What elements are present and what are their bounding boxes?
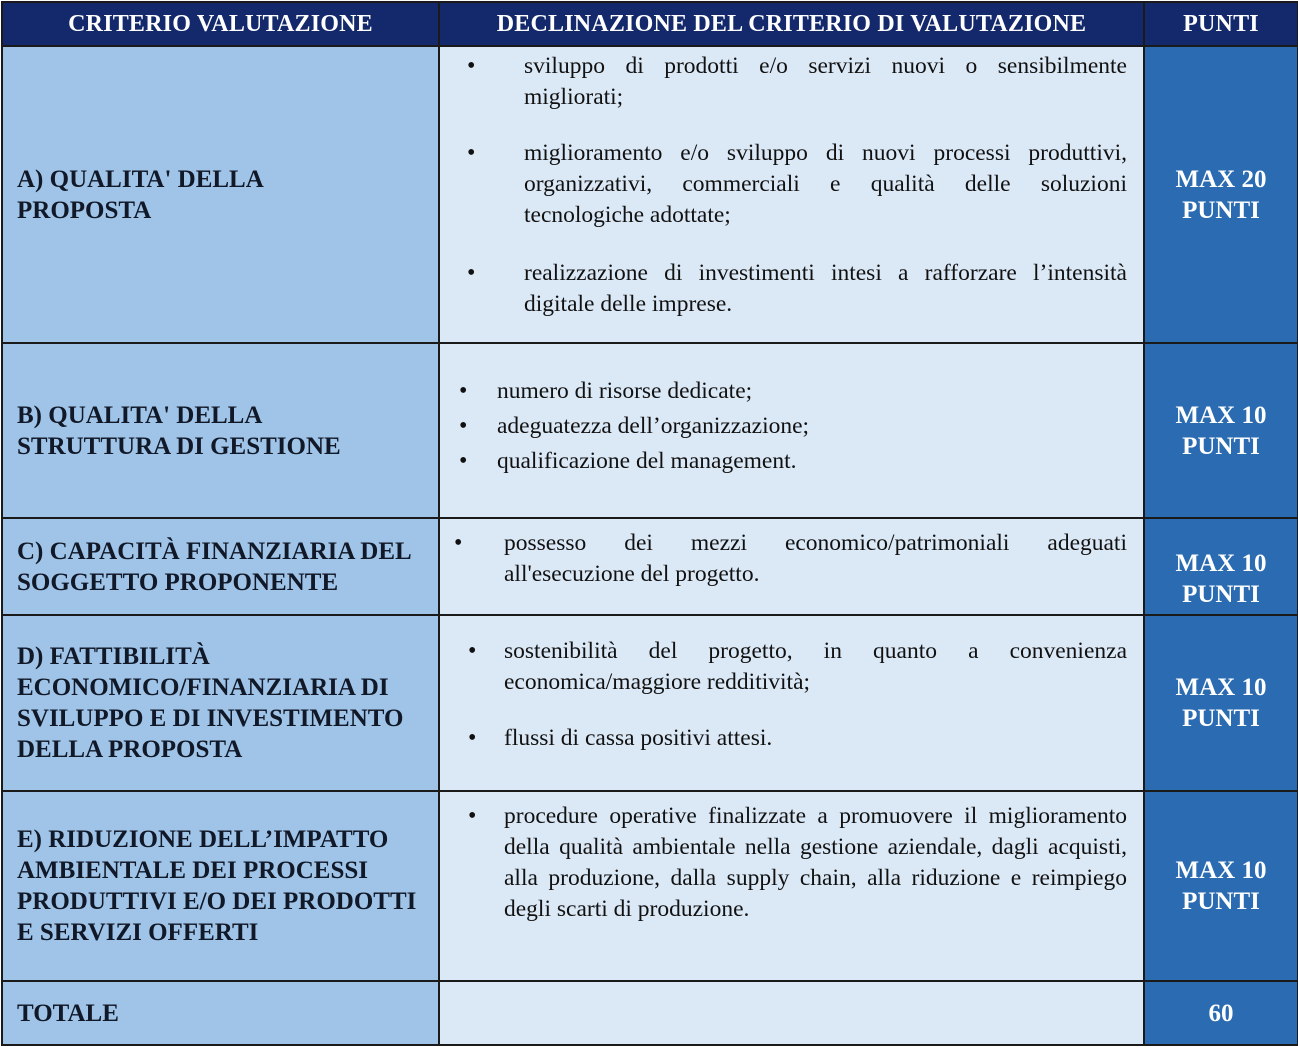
list-item [440, 374, 1127, 409]
declinazione-cell [439, 46, 1144, 343]
bullet-list [440, 616, 1127, 754]
table-row-d [2, 615, 1298, 791]
table-row-totale [2, 981, 1298, 1045]
criterio-cell: A) QUALITA' DELLA PROPOSTA [2, 46, 439, 343]
table-row-c [2, 518, 1298, 615]
bullet-list [440, 47, 1127, 320]
bullet-list [440, 519, 1127, 590]
list-item-text: possesso dei mezzi economico/patrimoniali adeguati all'esecuzione del progetto. [504, 530, 1127, 587]
list-item [440, 138, 1127, 231]
list-item-text: adeguatezza dell’organizzazione; [497, 413, 810, 439]
bullet-icon: • [468, 803, 477, 829]
table-row-a [2, 46, 1298, 343]
list-item-text: numero di risorse dedicate; [497, 378, 753, 404]
list-item [440, 258, 1127, 320]
punti-cell: MAX 10 PUNTI [1144, 343, 1298, 518]
list-item [440, 528, 1127, 590]
totale-label: TOTALE [2, 981, 439, 1045]
list-item [440, 801, 1127, 925]
list-item-text: realizzazione di investimenti intesi a rafforzare l’intensità digitale delle imprese. [524, 260, 1127, 317]
punti-cell: MAX 20 PUNTI [1144, 46, 1298, 343]
bullet-icon: • [467, 260, 476, 286]
list-item [440, 444, 1127, 479]
list-item-text: sostenibilità del progetto, in quanto a convenienza economica/maggiore redditività; [504, 638, 1127, 695]
bullet-icon: • [467, 140, 476, 166]
bullet-icon: • [459, 413, 468, 439]
list-item-text: qualificazione del management. [497, 448, 797, 474]
list-item-text: procedure operative finalizzate a promuovere il miglioramento della qualità ambientale nella gestione aziendale, dagli acquisti, alla produzione, dalla supply chain, alla riduzione e reimpiego degli scarti di produzione. [504, 803, 1127, 922]
table-row-e [2, 791, 1298, 981]
totale-declinazione [439, 981, 1144, 1045]
declinazione-cell [439, 343, 1144, 518]
bullet-list [440, 374, 1127, 487]
table-row-b [2, 343, 1298, 518]
punti-cell: MAX 10 PUNTI [1144, 615, 1298, 791]
criterio-cell: D) FATTIBILITÀ ECONOMICO/FINANZIARIA DI SVILUPPO E DI INVESTIMENTO DELLA PROPOSTA [2, 615, 439, 791]
declinazione-cell [439, 518, 1144, 615]
totale-punti: 60 [1144, 981, 1298, 1045]
bullet-icon: • [459, 448, 468, 474]
punti-cell: MAX 10 PUNTI [1144, 791, 1298, 981]
header-declinazione: DECLINAZIONE DEL CRITERIO DI VALUTAZIONE [439, 2, 1144, 46]
criterio-cell: C) CAPACITÀ FINANZIARIA DEL SOGGETTO PROPONENTE [2, 518, 439, 615]
list-item [440, 409, 1127, 444]
criterio-cell: E) RIDUZIONE DELL’IMPATTO AMBIENTALE DEI PROCESSI PRODUTTIVI E/O DEI PRODOTTI E SERVIZI OFFERTI [2, 791, 439, 981]
list-item [440, 636, 1127, 698]
bullet-list [440, 792, 1127, 925]
header-punti: PUNTI [1144, 2, 1298, 46]
list-item [440, 723, 1127, 754]
list-item [440, 51, 1127, 113]
list-item-text: flussi di cassa positivi attesi. [504, 725, 773, 751]
list-item-text: sviluppo di prodotti e/o servizi nuovi o sensibilmente migliorati; [524, 53, 1127, 110]
declinazione-cell [439, 791, 1144, 981]
bullet-icon: • [468, 638, 477, 664]
evaluation-criteria-table [1, 1, 1298, 1046]
table-header-row [2, 2, 1298, 46]
declinazione-cell [439, 615, 1144, 791]
bullet-icon: • [468, 725, 477, 751]
list-item-text: miglioramento e/o sviluppo di nuovi processi produttivi, organizzativi, commerciali e qualità delle soluzioni tecnologiche adottate; [524, 140, 1127, 228]
bullet-icon: • [459, 378, 468, 404]
header-criterio: CRITERIO VALUTAZIONE [2, 2, 439, 46]
criterio-cell: B) QUALITA' DELLA STRUTTURA DI GESTIONE [2, 343, 439, 518]
bullet-icon: • [467, 53, 476, 79]
punti-cell: MAX 10 PUNTI [1144, 518, 1298, 615]
bullet-icon: • [454, 530, 463, 556]
